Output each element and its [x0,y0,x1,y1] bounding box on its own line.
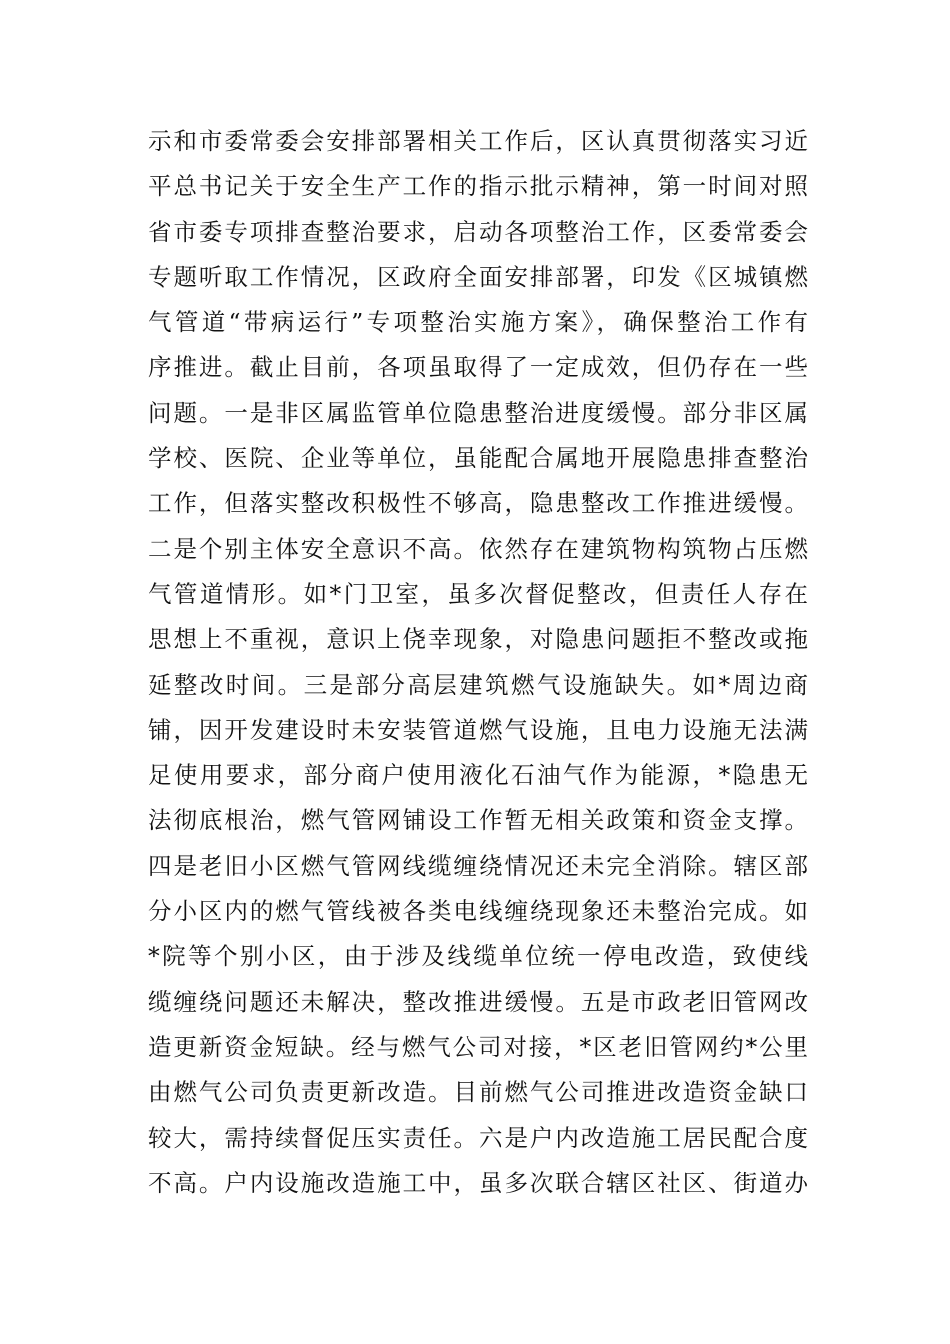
text-line: 缆缠绕问题还未解决，整改推进缓慢。五是市政老旧管网改 [148,987,808,1016]
text-line: 较大，需持续督促压实责任。六是户内改造施工居民配合度 [148,1123,808,1152]
text-line: 气管道“带病运行”专项整治实施方案》，确保整治工作有 [148,308,808,337]
text-line: 思想上不重视，意识上侥幸现象，对隐患问题拒不整改或拖 [148,625,808,654]
text-line: 工作，但落实整改积极性不够高，隐患整改工作推进缓慢。 [148,489,808,518]
text-line: 由燃气公司负责更新改造。目前燃气公司推进改造资金缺口 [148,1078,808,1107]
text-line: 不高。户内设施改造施工中，虽多次联合辖区社区、街道办 [148,1168,808,1197]
text-line: 延整改时间。三是部分高层建筑燃气设施缺失。如*周边商 [148,670,808,699]
text-line: 序推进。截止目前，各项虽取得了一定成效，但仍存在一些 [148,353,808,382]
text-line: 四是老旧小区燃气管网线缆缠绕情况还未完全消除。辖区部 [148,851,808,880]
text-line: 平总书记关于安全生产工作的指示批示精神，第一时间对照 [148,172,808,201]
text-line: 专题听取工作情况，区政府全面安排部署，印发《区城镇燃 [148,262,808,291]
text-line: 足使用要求，部分商户使用液化石油气作为能源，*隐患无 [148,761,808,790]
body-paragraph [148,119,808,1206]
text-line: 铺，因开发建设时未安装管道燃气设施，且电力设施无法满 [148,715,808,744]
text-line: 法彻底根治，燃气管网铺设工作暂无相关政策和资金支撑。 [148,806,808,835]
text-line: 气管道情形。如*门卫室，虽多次督促整改，但责任人存在 [148,579,808,608]
text-line: 示和市委常委会安排部署相关工作后，区认真贯彻落实习近 [148,127,808,155]
text-line: 造更新资金短缺。经与燃气公司对接，*区老旧管网约*公里 [148,1032,808,1061]
text-line: *院等个别小区，由于涉及线缆单位统一停电改造，致使线 [148,942,808,971]
text-line: 学校、医院、企业等单位，虽能配合属地开展隐患排查整治 [148,444,808,473]
text-line: 二是个别主体安全意识不高。依然存在建筑物构筑物占压燃 [148,534,808,563]
text-line: 省市委专项排查整治要求，启动各项整治工作，区委常委会 [148,217,808,246]
text-line: 分小区内的燃气管线被各类电线缠绕现象还未整治完成。如 [148,897,808,926]
text-line: 问题。一是非区属监管单位隐患整治进度缓慢。部分非区属 [148,398,808,427]
